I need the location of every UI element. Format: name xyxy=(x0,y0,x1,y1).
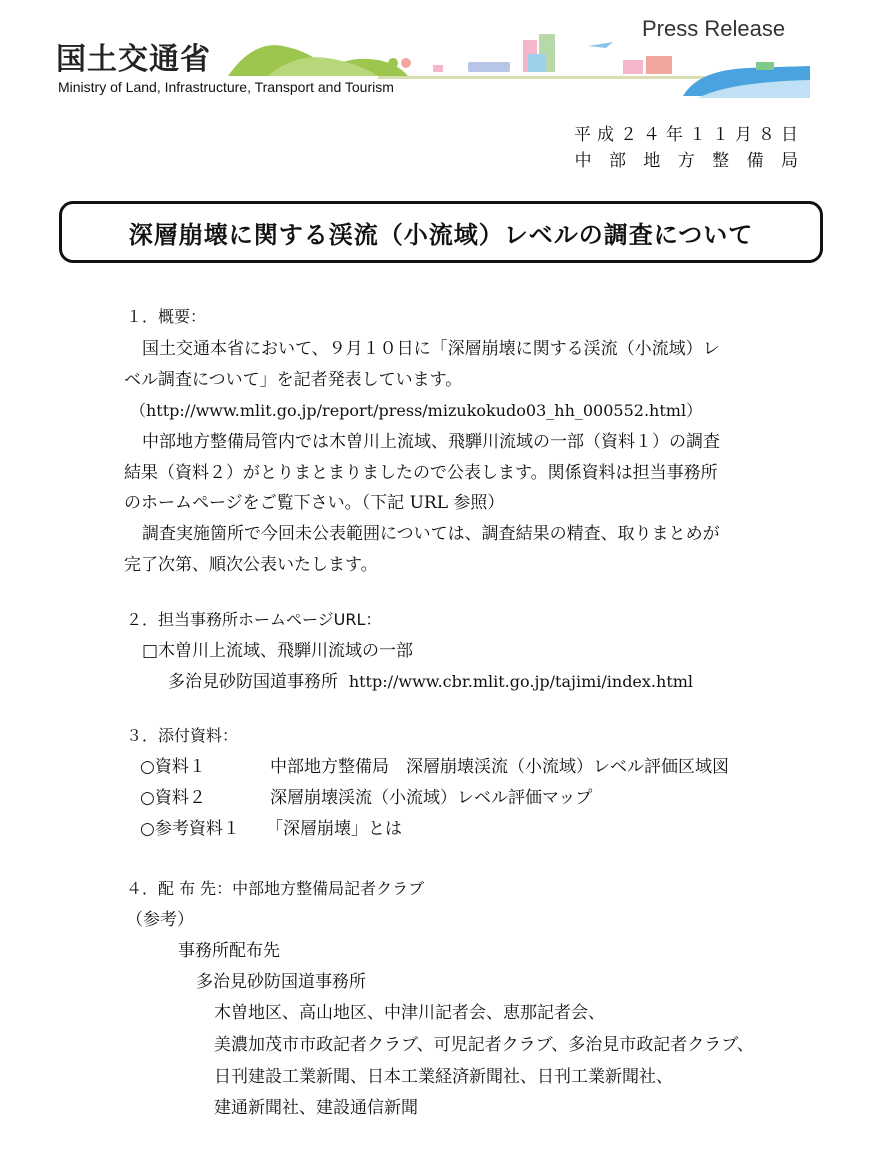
section3-heading: ３．添付資料： xyxy=(126,726,239,745)
section4-sub2: 多治見砂防国道事務所 xyxy=(196,972,366,992)
distribution-line-1: 木曽地区、高山地区、中津川記者会、恵那記者会、 xyxy=(214,1003,605,1023)
date-block xyxy=(574,122,804,174)
section1-heading: １．概要： xyxy=(126,307,207,326)
attachment-2-label: ○資料２ xyxy=(140,788,206,808)
distribution-line-4: 建通新聞社、建設通信新聞 xyxy=(214,1098,418,1118)
ministry-logo-en: Ministry of Land, Infrastructure, Transport and Tourism xyxy=(58,79,394,95)
release-date: 平成２４年１１月８日 xyxy=(574,125,804,145)
distribution-line-3: 日刊建設工業新聞、日本工業経済新聞社、日刊工業新聞社、 xyxy=(214,1067,673,1087)
ministry-logo-jp: 国土交通省 xyxy=(56,42,211,77)
attachment-2-desc: 深層崩壊渓流（小流域）レベル評価マップ xyxy=(270,788,593,808)
section2-office-row xyxy=(168,669,693,695)
section4-reference: （参考） xyxy=(126,910,194,930)
section1-p3-line2: 完了次第、順次公表いたします。 xyxy=(124,555,378,575)
office-homepage-link[interactable]: http://www.cbr.mlit.go.jp/tajimi/index.html xyxy=(348,672,694,691)
section1-p3-line1: 調査実施箇所で今回未公表範囲については、調査結果の精査、取りまとめが xyxy=(142,524,720,544)
section2-item: □木曽川上流域、飛騨川流域の一部 xyxy=(142,641,414,661)
section1-p2-line3: のホームページをご覧下さい。（下記 URL 参照） xyxy=(124,493,505,513)
press-release-label: Press Release xyxy=(642,16,786,41)
press-url-link[interactable]: （http://www.mlit.go.jp/report/press/mizukokudo03_hh_000552.html） xyxy=(130,401,703,420)
section1-p1-line2: ベル調査について」を記者発表しています。 xyxy=(124,370,463,390)
attachment-1-desc: 中部地方整備局 深層崩壊渓流（小流域）レベル評価区域図 xyxy=(270,757,729,777)
section2-office-name: 多治見砂防国道事務所 xyxy=(168,672,338,692)
section4-heading: ４．配 布 先：中部地方整備局記者クラブ xyxy=(126,879,425,898)
section4-sub1: 事務所配布先 xyxy=(178,941,280,961)
title-box xyxy=(59,201,823,263)
attachment-1-label: ○資料１ xyxy=(140,757,206,777)
reference-1-label: ○参考資料１ xyxy=(140,819,240,839)
document-title: 深層崩壊に関する渓流（小流域）レベルの調査について xyxy=(128,220,754,249)
section1-p2-line1: 中部地方整備局管内では木曽川上流域、飛騨川流域の一部（資料１）の調査 xyxy=(142,432,720,452)
reference-1-desc: 「深層崩壊」とは xyxy=(266,819,402,839)
distribution-line-2: 美濃加茂市市政記者クラブ、可児記者クラブ、多治見市政記者クラブ、 xyxy=(214,1035,754,1055)
issuing-office: 中 部 地 方 整 備 局 xyxy=(574,151,804,171)
section1-p1-line1: 国土交通本省において、９月１０日に「深層崩壊に関する渓流（小流域）レ xyxy=(142,339,720,359)
section1-p2-line2: 結果（資料２）がとりまとまりましたので公表します。関係資料は担当事務所 xyxy=(124,463,718,483)
section2-heading: ２．担当事務所ホームページURL： xyxy=(126,610,382,629)
